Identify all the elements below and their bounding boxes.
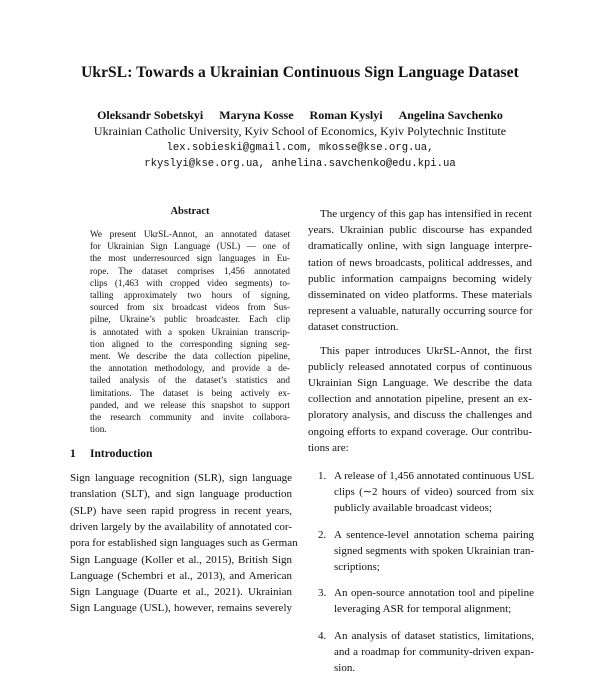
section-title: Introduction: [90, 448, 153, 460]
contribution-line: sion.: [334, 662, 356, 674]
contribution-number: 4.: [318, 629, 327, 642]
abstract-heading: Abstract: [170, 206, 210, 217]
author-emails-line: rkyslyi@kse.org.ua, anhelina.savchenko@edu.kpi.ua: [144, 158, 456, 170]
abstract-line: sourced from six broadcast videos from Sus-: [90, 302, 290, 313]
introduction-line: Sign Language (Koller et al., 2015), British Sign: [70, 553, 292, 566]
contribution-line: scriptions;: [334, 561, 380, 573]
abstract-line: is annotated with a spoken Ukrainian transcrip-: [90, 326, 290, 337]
contribution-number: 3.: [318, 587, 327, 600]
abstract-line: limitations. The dataset is being actively ex-: [90, 387, 290, 398]
paragraph-line: tation of news broadcasts, political addresses, and: [308, 256, 532, 269]
paragraph-line: publicly released annotated corpus of continuous: [308, 360, 532, 373]
paragraph-line: ploratory analysis, and discuss the challenges and: [308, 409, 532, 422]
author-name: Oleksandr Sobetskyi: [97, 108, 204, 122]
contribution-number: 1.: [318, 470, 327, 482]
author-name: Roman Kyslyi: [309, 108, 383, 122]
introduction-line: Language (Schembri et al., 2013), and American: [70, 569, 292, 582]
contribution-line: A release of 1,456 annotated continuous USL: [334, 470, 535, 482]
introduction-line: Sign Language (USL), however, remains severely: [70, 602, 292, 615]
abstract-line: ment. We describe the data collection pipeline,: [90, 351, 290, 361]
abstract-line: rope. The dataset comprises 1,456 annotated: [90, 265, 290, 276]
abstract-line: the research community and invite collabora-: [90, 412, 290, 422]
introduction-line: driven largely by the availability of annotated cor-: [70, 520, 292, 533]
contribution-line: A sentence-level annotation schema pairing: [334, 528, 534, 541]
paragraph-line: ongoing efforts to expand coverage. Our contribu-: [308, 425, 532, 438]
abstract-line: pilne, Ukraine’s public broadcaster. Each clip: [90, 314, 290, 325]
section-heading-introduction: [70, 448, 152, 460]
paper-title: UkrSL: Towards a Ukrainian Continuous Sign Language Dataset: [81, 64, 519, 81]
author-name: Angelina Savchenko: [398, 108, 503, 122]
author-name: Maryna Kosse: [219, 108, 294, 122]
contribution-line: signed segments with spoken Ukrainian tran-: [334, 544, 534, 557]
paragraph-line: dataset construction.: [308, 321, 399, 334]
abstract-line: clips (1,463 with cropped video segments) to-: [90, 277, 290, 288]
paragraph-line: collection and annotation pipeline, present an ex-: [308, 393, 532, 406]
paragraph-line: Ukrainian Sign Language. We describe the data: [308, 377, 532, 389]
paragraph-line: tions are:: [308, 441, 349, 454]
abstract-line: the most underresourced sign languages in Eu-: [90, 253, 290, 264]
author-emails-line: lex.sobieski@gmail.com, mkosse@kse.org.ua,: [166, 142, 434, 154]
contribution-line: publicly available broadcast videos;: [334, 502, 492, 515]
paragraph-line: years. Ukrainian public discourse has expanded: [308, 224, 532, 237]
paragraph-line: dramatically online, with sign language interpre-: [308, 240, 532, 253]
introduction-line: pora for established sign languages such as German: [70, 537, 298, 550]
abstract-line: We present UkrSL-Annot, an annotated dataset: [90, 229, 290, 239]
section-number: 1: [70, 448, 76, 460]
introduction-line: translation (SLT), and sign language production: [70, 488, 292, 501]
paragraph-line: public information campaigns becoming widely: [308, 272, 532, 285]
abstract-line: tion aligned to the corresponding signing seg-: [90, 338, 290, 349]
contribution-line: clips (∼2 hours of video) sourced from six: [334, 486, 534, 499]
abstract-line: tailed analysis of the dataset’s statistics and: [90, 375, 290, 386]
abstract-line: the annotation methodology, and provide a de-: [90, 363, 290, 374]
contribution-line: An analysis of dataset statistics, limitations,: [334, 629, 534, 642]
contribution-line: and a roadmap for community-driven expan-: [334, 645, 534, 658]
paragraph-line: This paper introduces UkrSL-Annot, the first: [320, 344, 532, 357]
abstract-line: for Ukrainian Sign Language (USL) — one of: [90, 241, 290, 252]
introduction-line: Sign Language (Duarte et al., 2021). Ukrainian: [70, 586, 292, 599]
paragraph-line: represent a valuable, naturally occurring source for: [308, 305, 533, 318]
introduction-line: (SLP) have seen rapid progress in recent years,: [70, 504, 292, 517]
paragraph-line: The urgency of this gap has intensified in recent: [320, 208, 532, 220]
affiliation: Ukrainian Catholic University, Kyiv School of Economics, Kyiv Polytechnic Institute: [93, 124, 507, 138]
paragraph-line: disseminated on video platforms. These materials: [308, 289, 532, 301]
contribution-number: 2.: [318, 528, 327, 541]
abstract-line: tion.: [90, 424, 107, 435]
author-list: [0, 108, 600, 123]
abstract-line: talling approximately two hours of signing,: [90, 290, 290, 300]
contribution-line: leveraging ASR for temporal alignment;: [334, 603, 512, 616]
introduction-line: Sign language recognition (SLR), sign language: [70, 472, 292, 484]
abstract-line: panded, and we release this snapshot to support: [90, 399, 290, 410]
contribution-line: An open-source annotation tool and pipeline: [334, 587, 534, 600]
